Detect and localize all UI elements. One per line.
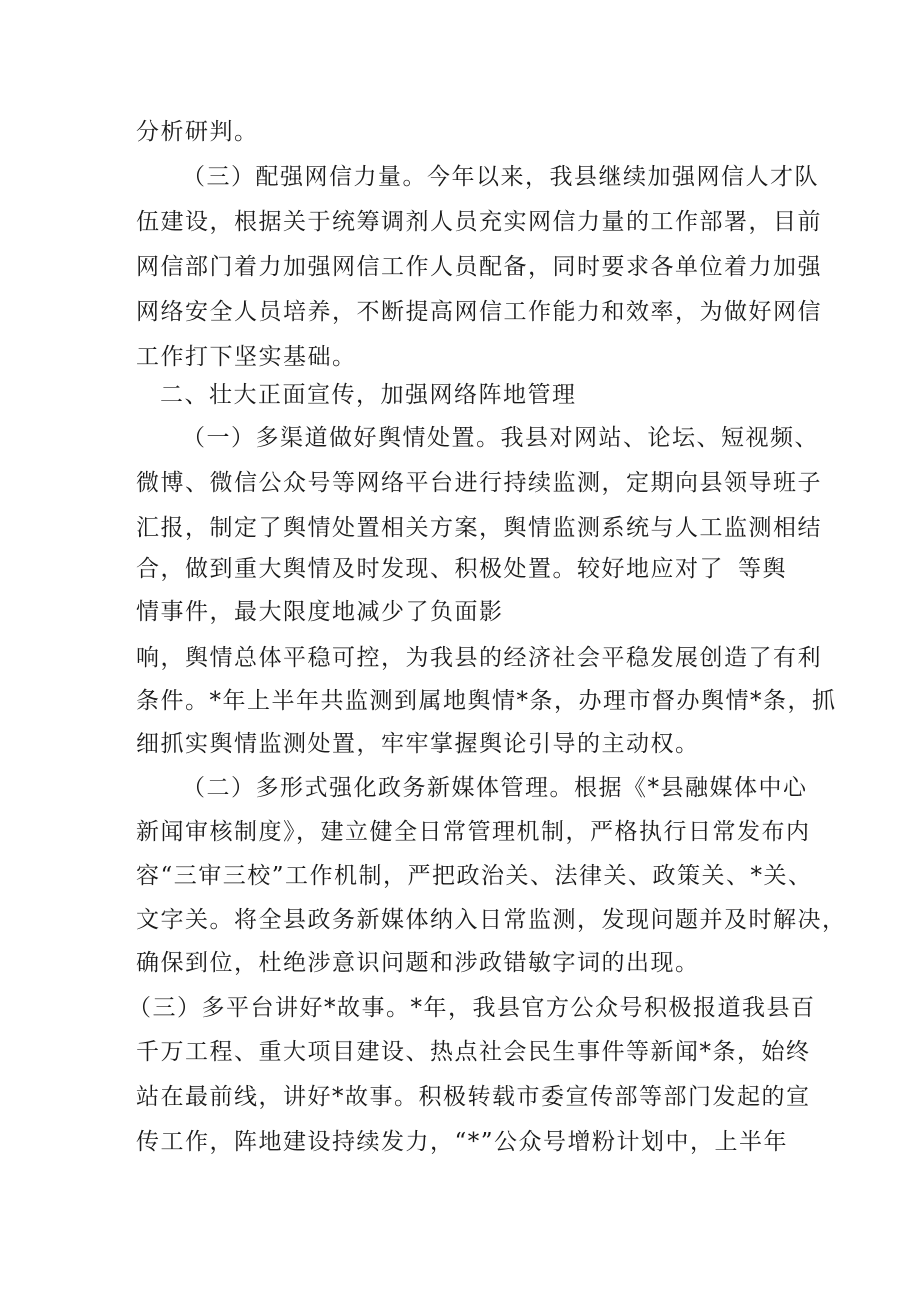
text-line: 情事件，最大限度地减少了负面影 [136, 599, 504, 625]
text-line: 伍建设，根据关于统筹调剂人员充实网信力量的工作部署，目前 [136, 209, 822, 235]
text-line: 合，做到重大舆情及时发现、积极处置。较好地应对了 [136, 556, 724, 582]
text-line: 工作打下坚实基础。 [136, 344, 357, 370]
text-line: 条件。*年上半年共监测到属地舆情*条，办理市督办舆情*条，抓 [136, 688, 837, 714]
text-line: 网信部门着力加强网信工作人员配备，同时要求各单位着力加强 [136, 254, 822, 280]
text-line: 响，舆情总体平稳可控，为我县的经济社会平稳发展创造了有利 [136, 645, 822, 671]
text-line: 确保到位，杜绝涉意识问题和涉政错敏字词的出现。 [136, 950, 700, 976]
text-line: （一）多渠道做好舆情处置。我县对网站、论坛、短视频、 [182, 425, 819, 451]
text-line: 千万工程、重大项目建设、热点社会民生事件等新闻*条，始终 [136, 1039, 811, 1065]
text-line: 文字关。将全县政务新媒体纳入日常监测，发现问题并及时解决， [136, 907, 847, 933]
text-line: （三）多平台讲好*故事。*年，我县官方公众号积极报道我县百 [128, 995, 816, 1021]
text-line: 细抓实舆情监测处置，牢牢掌握舆论引导的主动权。 [136, 731, 700, 757]
text-line: 传工作，阵地建设持续发力，“*”公众号增粉计划中，上半年 [136, 1129, 789, 1155]
text-line: 等舆 [738, 556, 787, 582]
text-line: 站在最前线，讲好*故事。积极转载市委宣传部等部门发起的宣 [136, 1084, 811, 1110]
text-line: 汇报，制定了舆情处置相关方案，舆情监测系统与人工监测相结 [136, 515, 822, 541]
text-line: （三）配强网信力量。今年以来，我县继续加强网信人才队 [182, 164, 819, 190]
text-line: 分析研判。 [136, 119, 259, 145]
section-heading: 二、壮大正面宣传，加强网络阵地管理 [160, 382, 577, 408]
text-line: 网络安全人员培养，不断提高网信工作能力和效率，为做好网信 [136, 299, 822, 325]
text-line: （二）多形式强化政务新媒体管理。根据《*县融媒体中心 [182, 775, 808, 801]
text-line: 新闻审核制度》，建立健全日常管理机制，严格执行日常发布内 [136, 819, 811, 845]
text-line: 微博、微信公众号等网络平台进行持续监测，定期向县领导班子 [136, 470, 822, 496]
text-line: 容“三审三校”工作机制，严把政治关、法律关、政策关、*关、 [136, 863, 813, 889]
